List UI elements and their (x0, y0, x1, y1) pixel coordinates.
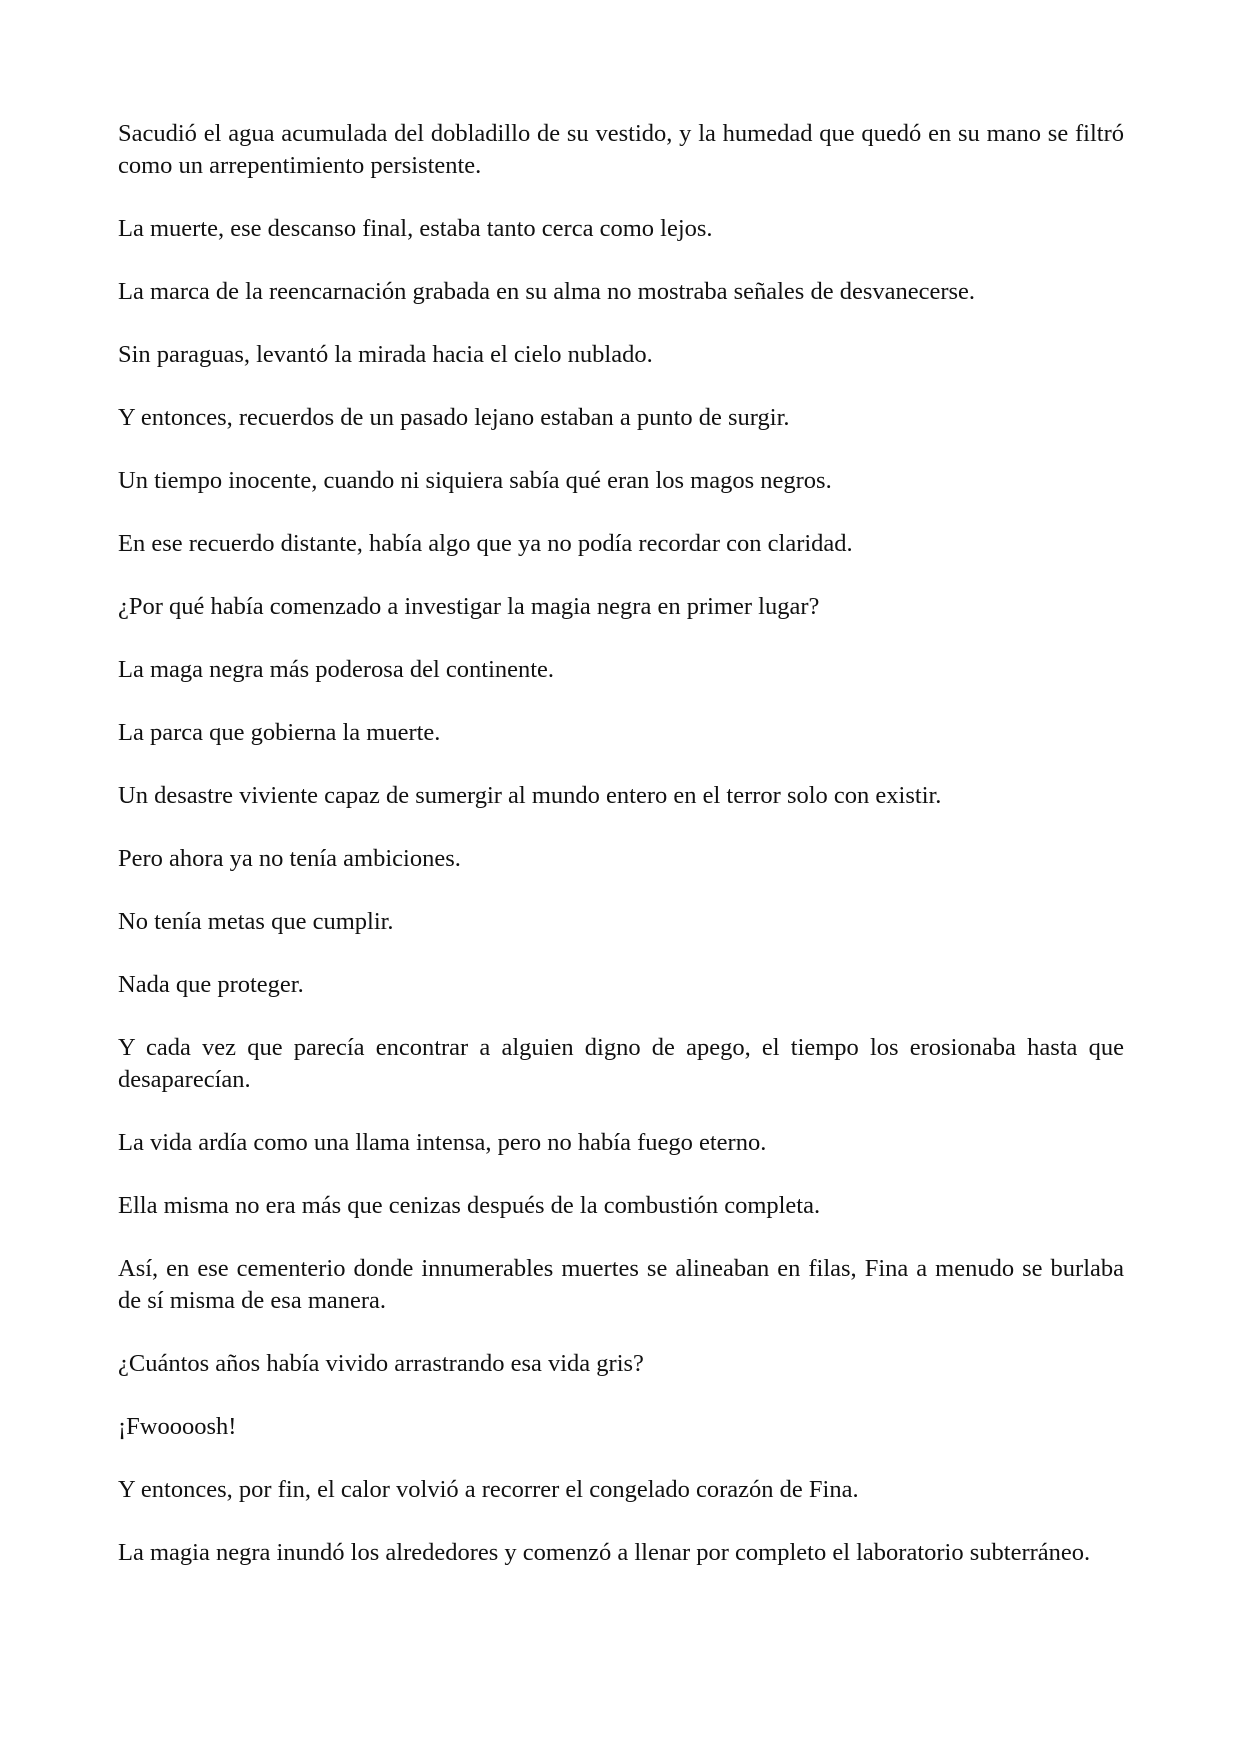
paragraph: ¿Por qué había comenzado a investigar la magia negra en primer lugar? (118, 593, 820, 620)
paragraph: Y cada vez que parecía encontrar a alguien digno de apego, el tiempo los erosionaba hasta que desaparecían. (118, 1034, 1124, 1093)
paragraph: No tenía metas que cumplir. (118, 908, 394, 935)
paragraph: ¿Cuántos años había vivido arrastrando esa vida gris? (118, 1350, 644, 1377)
paragraph: Un tiempo inocente, cuando ni siquiera sabía qué eran los magos negros. (118, 467, 832, 494)
paragraph: Pero ahora ya no tenía ambiciones. (118, 845, 461, 872)
paragraph: La parca que gobierna la muerte. (118, 719, 441, 746)
paragraph: Y entonces, recuerdos de un pasado lejano estaban a punto de surgir. (118, 404, 790, 431)
paragraph: En ese recuerdo distante, había algo que ya no podía recordar con claridad. (118, 530, 853, 557)
paragraph: La vida ardía como una llama intensa, pero no había fuego eterno. (118, 1129, 767, 1156)
paragraph: Y entonces, por fin, el calor volvió a recorrer el congelado corazón de Fina. (118, 1476, 859, 1503)
paragraph: Nada que proteger. (118, 971, 304, 998)
paragraph: La maga negra más poderosa del continente. (118, 656, 555, 683)
paragraph: Sin paraguas, levantó la mirada hacia el cielo nublado. (118, 341, 653, 368)
text-body (118, 118, 1124, 1600)
paragraph: La muerte, ese descanso final, estaba tanto cerca como lejos. (118, 215, 713, 242)
paragraph: Ella misma no era más que cenizas después de la combustión completa. (118, 1192, 821, 1219)
paragraph: La marca de la reencarnación grabada en su alma no mostraba señales de desvanecerse. (118, 278, 976, 305)
paragraph: Un desastre viviente capaz de sumergir al mundo entero en el terror solo con existir. (118, 782, 942, 809)
paragraph: ¡Fwoooosh! (118, 1413, 237, 1440)
paragraph: Sacudió el agua acumulada del dobladillo de su vestido, y la humedad que quedó en su mano se filtró como un arrepentimiento persistente. (118, 120, 1124, 179)
paragraph: La magia negra inundó los alrededores y comenzó a llenar por completo el laboratorio subterráneo. (118, 1539, 1091, 1566)
paragraph: Así, en ese cementerio donde innumerables muertes se alineaban en filas, Fina a menudo se burlaba de sí misma de esa manera. (118, 1255, 1124, 1314)
